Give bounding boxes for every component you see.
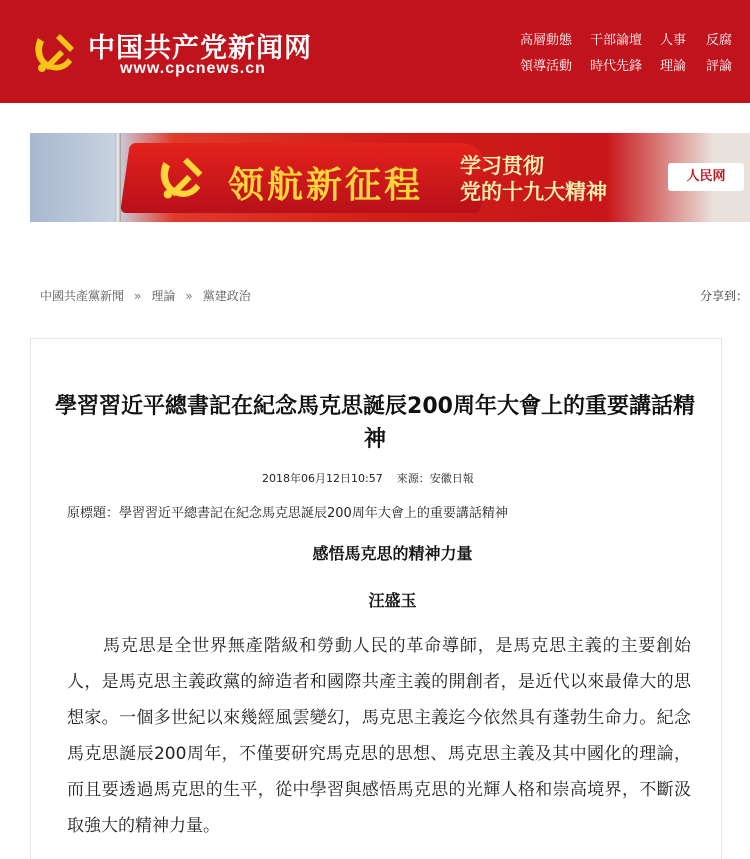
site-name-en[interactable]: www.cpcnews.cn bbox=[120, 60, 266, 77]
nav-item-anticorruption[interactable]: 反腐 bbox=[706, 33, 733, 48]
original-title: 原標題：學習習近平總書記在紀念馬克思誕辰200周年大會上的重要講話精神 bbox=[67, 506, 508, 521]
site-name-cn[interactable]: 中国共产党新闻网 bbox=[88, 33, 312, 64]
breadcrumb-home[interactable]: 中國共產黨新聞 bbox=[40, 289, 125, 303]
site-header bbox=[0, 0, 750, 103]
campaign-banner[interactable] bbox=[30, 133, 750, 222]
top-nav bbox=[0, 0, 750, 103]
people-daily-logo: 人民网 bbox=[668, 163, 744, 191]
nav-item-theory[interactable]: 理論 bbox=[660, 59, 687, 74]
nav-item-leadership-news[interactable]: 高層動態 bbox=[520, 33, 573, 48]
share-label[interactable]: 分享到： bbox=[700, 289, 749, 303]
article-datetime: 2018年06月12日10:57 bbox=[262, 472, 383, 485]
article-source[interactable]: 來源：安徽日報 bbox=[396, 472, 474, 485]
party-emblem-icon bbox=[155, 151, 211, 203]
banner-title: 领航新征程 bbox=[228, 165, 424, 206]
nav-item-pioneers[interactable]: 時代先鋒 bbox=[590, 59, 643, 74]
article-paragraph: 馬克思是全世界無產階級和勞動人民的革命導師，是馬克思主義的主要創始人，是馬克思主義政黨的締造者和國際共產主義的開創者，是近代以來最偉大的思想家。一個多世紀以來幾經風雲變幻，馬克思主義迄今依然具有蓬勃生命力。紀念馬克思誕辰200周年，不僅要研究馬克思的思想、馬克思主義及其中國化的理論，而且要透過馬克思的生平，從中學習與感悟馬克思的光輝人格和崇高境界，不斷汲取強大的精神力量。 bbox=[67, 636, 691, 836]
article-subheading: 感悟馬克思的精神力量 bbox=[312, 544, 473, 563]
breadcrumb bbox=[40, 287, 251, 304]
article-title: 學習習近平總書記在紀念馬克思誕辰200周年大會上的重要講話精神 bbox=[55, 394, 695, 452]
article-meta bbox=[262, 470, 474, 486]
breadcrumb-theory[interactable]: 理論 bbox=[151, 289, 176, 303]
banner-subtitle bbox=[460, 153, 607, 205]
breadcrumb-separator: » bbox=[185, 289, 193, 303]
breadcrumb-party-politics[interactable]: 黨建政治 bbox=[202, 289, 251, 303]
article-author: 汪盛玉 bbox=[368, 591, 417, 610]
nav-item-leader-activities[interactable]: 領導活動 bbox=[520, 59, 573, 74]
banner-subtitle-line2: 党的十九大精神 bbox=[460, 180, 607, 204]
nav-item-commentary[interactable]: 評論 bbox=[706, 59, 733, 74]
breadcrumb-separator: » bbox=[134, 289, 142, 303]
nav-item-personnel[interactable]: 人事 bbox=[660, 33, 687, 48]
banner-subtitle-line1: 学习贯彻 bbox=[460, 154, 544, 178]
nav-item-cadre-forum[interactable]: 干部論壇 bbox=[590, 33, 643, 48]
